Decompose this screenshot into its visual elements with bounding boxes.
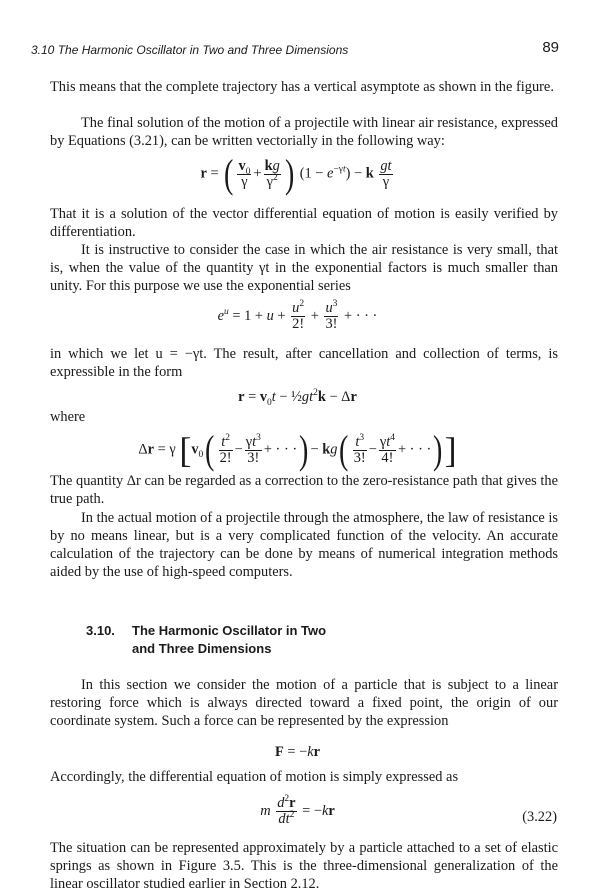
running-header bbox=[31, 41, 559, 61]
equation-label: (3.22) bbox=[522, 809, 557, 825]
equation-delta-r: Δr = γ [$v_0$( $\frac{t^2}{2!}$ − $\frac{\gamma t^3}{3!}$ + · · ·) − kg( $\frac{t^3}{3!}$ − $\frac{\gamma t^4}{4!}$ + · · ·)] bbox=[138, 427, 457, 472]
page-number: 89 bbox=[542, 39, 559, 56]
equation-restoring-force: F = −kr bbox=[274, 744, 320, 760]
paragraph-4: It is instructive to consider the case in which the air resistance is very small, that is, when the value of the quantity γt in the exponential factors is much smaller than unity. For this purpose we use the exponential series bbox=[50, 242, 558, 294]
equation-position: $r = v_0t$ − $\frac{1}{2}gt^2k - \Delta r$ bbox=[238, 388, 357, 408]
section-heading bbox=[86, 622, 326, 658]
equation-trajectory: r = ( $\frac{v_0}{\gamma}$ + $\frac{kg}{\gamma^2}$ ) $(1 - e^{-\gamma t}) - k$ $\frac{gt}{\gamma}$ bbox=[200, 151, 392, 196]
section-number: 3.10. bbox=[86, 623, 115, 638]
running-header-title: 3.10 The Harmonic Oscillator in Two and Three Dimensions bbox=[31, 43, 349, 57]
section-title-line-1: The Harmonic Oscillator in Two bbox=[132, 623, 327, 638]
paragraph-2: The final solution of the motion of a projectile with linear air resistance, expressed by Equations (3.21), can be written vectorially in the following way: bbox=[50, 115, 558, 149]
equation-exponential-series: $e^u = 1 + u$ + $\frac{u^2}{2!}$ + $\frac{u^3}{3!}$ + · · · bbox=[217, 299, 378, 332]
equation-3-22: m $\frac{d^2r}{dt^2}$ = −kr (3.22) bbox=[260, 794, 557, 827]
paragraph-10: Accordingly, the differential equation of motion is simply expressed as bbox=[50, 769, 459, 785]
paragraph-7: The quantity Δr can be regarded as a correction to the zero-resistance path that gives the true path. bbox=[50, 473, 558, 507]
paragraph-9: In this section we consider the motion of a particle that is subject to a linear restoring force which is always directed toward a fixed point, the origin of our coordinate system. Such a force can be represented by the expression bbox=[50, 677, 558, 729]
paragraph-1: This means that the complete trajectory has a vertical asymptote as shown in the figure. bbox=[50, 79, 554, 95]
paragraph-5: in which we let u = −γt. The result, after cancellation and collection of terms, is expressible in the form bbox=[50, 346, 558, 380]
paragraph-3: That it is a solution of the vector differential equation of motion is easily verified by differentiation. bbox=[50, 206, 558, 240]
paragraph-6: where bbox=[50, 409, 86, 425]
section-title-line-2: and Three Dimensions bbox=[132, 641, 272, 656]
paragraph-8: In the actual motion of a projectile through the atmosphere, the law of resistance is by no means linear, but is a very complicated function of the velocity. An accurate calculation of the trajectory can be done by means of numerical integration methods aided by the use of high-speed computers. bbox=[50, 510, 558, 580]
paragraph-11: The situation can be represented approximately by a particle attached to a set of elastic springs as shown in Figure 3.5. This is the three-dimensional generalization of the linear oscillator studied earlier in Section 2.12. bbox=[50, 840, 558, 892]
